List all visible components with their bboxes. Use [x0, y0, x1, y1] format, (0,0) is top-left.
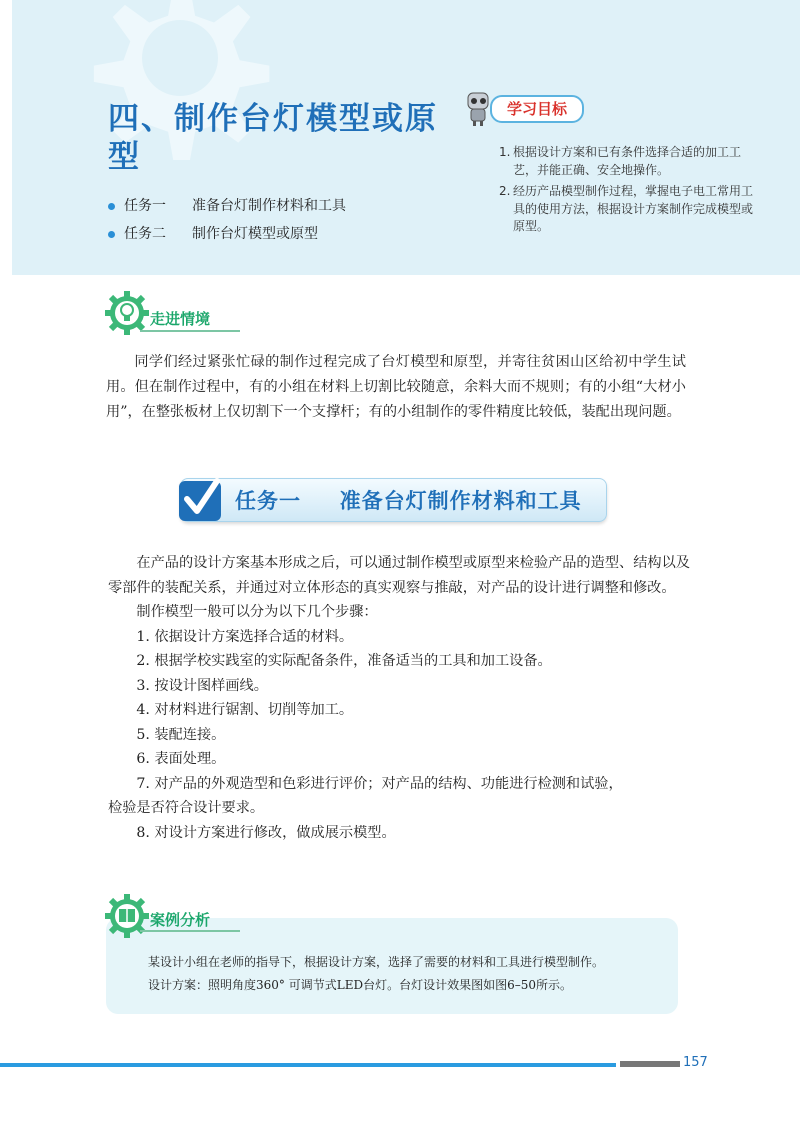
case-line: 设计方案：照明角度360° 可调节式LED台灯。台灯设计效果图如图6–50所示。 — [148, 978, 572, 992]
task-banner-number: 任务一 — [235, 489, 301, 513]
case-text — [148, 951, 668, 997]
book-gear-icon — [104, 893, 150, 939]
learning-goals-badge — [462, 89, 582, 125]
step-item: 3. 按设计图样画线。 — [136, 677, 268, 694]
goal-number: 2. — [499, 184, 511, 198]
body-paragraph: 在产品的设计方案基本形成之后，可以通过制作模型或原型来检验产品的造型、结构以及零部件的装配关系，并通过对立体形态的真实观察与推敲，对产品的设计进行调整和修改。 — [108, 555, 690, 596]
chapter-title: 四、制作台灯模型或原型 — [108, 101, 438, 175]
task1-body — [108, 551, 690, 845]
task-list-item — [108, 220, 346, 248]
step-item: 1. 依据设计方案选择合适的材料。 — [136, 628, 354, 645]
task-number: 任务一 — [124, 198, 166, 214]
bullet-icon — [108, 231, 115, 238]
goal-text: 经历产品模型制作过程，掌握电子电工常用工具的使用方法，根据设计方案制作完成模型或原型。 — [513, 184, 754, 233]
section-underline — [140, 330, 240, 332]
intro-section-label: 走进情境 — [150, 310, 211, 328]
step-item: 6. 表面处理。 — [136, 751, 226, 767]
checkmark-icon — [177, 475, 225, 523]
learning-goals-label: 学习目标 — [490, 95, 584, 123]
footer-marker — [620, 1061, 680, 1067]
page-number: 157 — [683, 1055, 708, 1070]
task-text: 准备台灯制作材料和工具 — [192, 198, 346, 214]
task-banner-title — [235, 485, 582, 515]
step-item: 8. 对设计方案进行修改，做成展示模型。 — [136, 824, 396, 841]
section-underline — [140, 930, 240, 932]
task-list — [108, 192, 346, 248]
goal-item — [499, 144, 759, 179]
task-text: 制作台灯模型或原型 — [192, 226, 318, 242]
task-banner-text: 准备台灯制作材料和工具 — [339, 489, 582, 513]
goal-item — [499, 183, 759, 236]
bullet-icon — [108, 203, 115, 210]
step-item: 7. 对产品的外观造型和色彩进行评价；对产品的结构、功能进行检测和试验， — [136, 775, 623, 792]
body-paragraph: 制作模型一般可以分为以下几个步骤： — [136, 604, 378, 620]
step-item: 5. 装配连接。 — [136, 726, 226, 743]
goal-number: 1. — [499, 145, 511, 159]
step-item: 2. 根据学校实践室的实际配备条件，准备适当的工具和加工设备。 — [136, 653, 552, 669]
footer-rule — [0, 1063, 616, 1067]
task-list-item — [108, 192, 346, 220]
goal-text: 根据设计方案和已有条件选择合适的加工工艺，并能正确、安全地操作。 — [513, 145, 742, 177]
case-section-label: 案例分析 — [150, 911, 211, 929]
learning-goals-list — [499, 144, 759, 240]
case-line: 某设计小组在老师的指导下，根据设计方案，选择了需要的材料和工具进行模型制作。 — [148, 955, 605, 969]
step-item-continuation: 检验是否符合设计要求。 — [108, 800, 265, 816]
task-number: 任务二 — [124, 226, 166, 242]
task-banner — [180, 478, 607, 522]
step-item: 4. 对材料进行锯割、切削等加工。 — [136, 702, 354, 718]
intro-paragraph: 同学们经过紧张忙碌的制作过程完成了台灯模型和原型，并寄往贫困山区给初中学生试用。但在制作过程中，有的小组在材料上切割比较随意，余料大而不规则；有的小组“大材小用”，在整张板材上仅切割下一个支撑杆；有的小组制作的零件精度比较低，装配出现问题。 — [106, 354, 686, 420]
